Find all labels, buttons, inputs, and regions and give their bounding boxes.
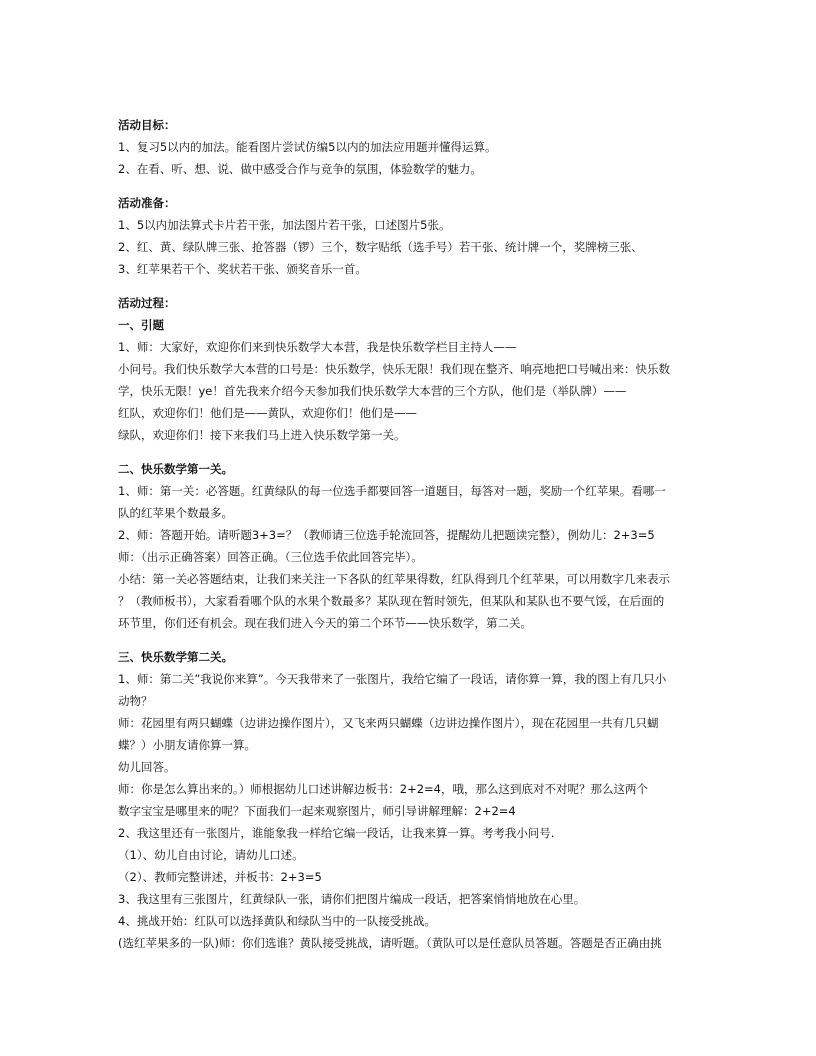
section-1-line: 学，快乐无限！ye！首先我来介绍今天参加我们快乐数学大本营的三个方队，他们是（举队牌）—— — [118, 384, 627, 398]
section-2-line: 环节里，你们还有机会。现在我们进入今天的第二个环节——快乐数学，第二关。 — [118, 616, 532, 630]
section-3-line: 师：花园里有两只蝴蝶（边讲边操作图片），又飞来两只蝴蝶（边讲边操作图片），现在花园里一共有几只蝴 — [118, 716, 659, 730]
section-3-line: (选红苹果多的一队)师：你们选谁？黄队接受挑战，请听题。（黄队可以是任意队员答题。答题是否正确由挑 — [118, 936, 662, 950]
section-2-line: ？（教师板书），大家看看哪个队的水果个数最多？某队现在暂时领先，但某队和某队也不要气馁，在后面的 — [118, 594, 665, 608]
heading-goal: 活动目标： — [118, 118, 176, 132]
section-2-line: 队的红苹果个数最多。 — [118, 506, 233, 520]
section-3-line: （2）、教师完整讲述，并板书：2+3=5 — [118, 870, 322, 884]
section-3-line: 数字宝宝是哪里来的呢？下面我们一起来观察图片，师引导讲解理解：2+2=4 — [118, 804, 516, 818]
section-2-line: 师：（出示正确答案）回答正确。（三位选手依此回答完毕）。 — [118, 550, 423, 564]
section-3-line: 蝶？）小朋友请你算一算。 — [118, 738, 256, 752]
section-2-line: 小结：第一关必答题结束，让我们来关注一下各队的红苹果得数，红队得到几个红苹果，可以用数字几来表示 — [118, 572, 670, 586]
section-3-line: （1）、幼儿自由讨论，请幼儿口述。 — [118, 848, 304, 862]
section-2-line: 1、师：第一关：必答题。红黄绿队的每一位选手都要回答一道题目，每答对一题，奖励一个红苹果。看哪一 — [118, 484, 666, 498]
section-3-line: 动物？ — [118, 694, 153, 708]
prep-line-3: 3、红苹果若干个、奖状若干张、颁奖音乐一首。 — [118, 262, 367, 276]
section-1-line: 绿队，欢迎你们！接下来我们马上进入快乐数学第一关。 — [118, 428, 406, 442]
section-2-title: 二、快乐数学第一关。 — [118, 462, 233, 476]
section-3-line: 3、我这里有三张图片，红黄绿队一张，请你们把图片编成一段话，把答案悄悄地放在心里。 — [118, 892, 586, 906]
goal-line-1: 1、复习5以内的加法。能看图片尝试仿编5以内的加法应用题并懂得运算。 — [118, 140, 497, 154]
heading-prep: 活动准备： — [118, 196, 176, 210]
section-1-title: 一、引题 — [118, 318, 164, 332]
section-3-title: 三、快乐数学第二关。 — [118, 650, 233, 664]
goal-line-2: 2、在看、听、想、说、做中感受合作与竞争的氛围，体验数学的魅力。 — [118, 162, 482, 176]
prep-line-1: 1、5以内加法算式卡片若干张，加法图片若干张，口述图片5张。 — [118, 218, 451, 232]
document-page — [118, 114, 704, 954]
section-3-line: 4、挑战开始：红队可以选择黄队和绿队当中的一队接受挑战。 — [118, 914, 436, 928]
section-2-line: 2、师：答题开始。请听题3+3=？（教师请三位选手轮流回答，提醒幼儿把题读完整），例幼儿：2+3=5 — [118, 528, 655, 542]
section-3-line: 1、师：第二关”我说你来算”。今天我带来了一张图片，我给它编了一段话，请你算一算，我的图上有几只小 — [118, 672, 667, 686]
section-3-line: 2、我这里还有一张图片，谁能象我一样给它编一段话，让我来算一算。考考我小问号. — [118, 826, 555, 840]
heading-process: 活动过程： — [118, 296, 176, 310]
prep-line-2: 2、红、黄、绿队牌三张、抢答器（锣）三个，数字贴纸（选手号）若干张、统计牌一个，奖牌榜三张、 — [118, 240, 643, 254]
section-1-line: 小问号。我们快乐数学大本营的口号是：快乐数学，快乐无限！我们现在整齐、响亮地把口号喊出来：快乐数 — [118, 362, 670, 376]
section-3-line: 幼儿回答。 — [118, 760, 176, 774]
section-3-line: 师：你是怎么算出来的。）师根据幼儿口述讲解边板书：2+2=4，哦，那么这到底对不对呢？那么这两个 — [118, 782, 648, 796]
section-1-line: 红队，欢迎你们！他们是——黄队，欢迎你们！他们是—— — [118, 406, 417, 420]
section-1-line: 1、师：大家好，欢迎你们来到快乐数学大本营，我是快乐数学栏目主持人—— — [118, 340, 517, 354]
